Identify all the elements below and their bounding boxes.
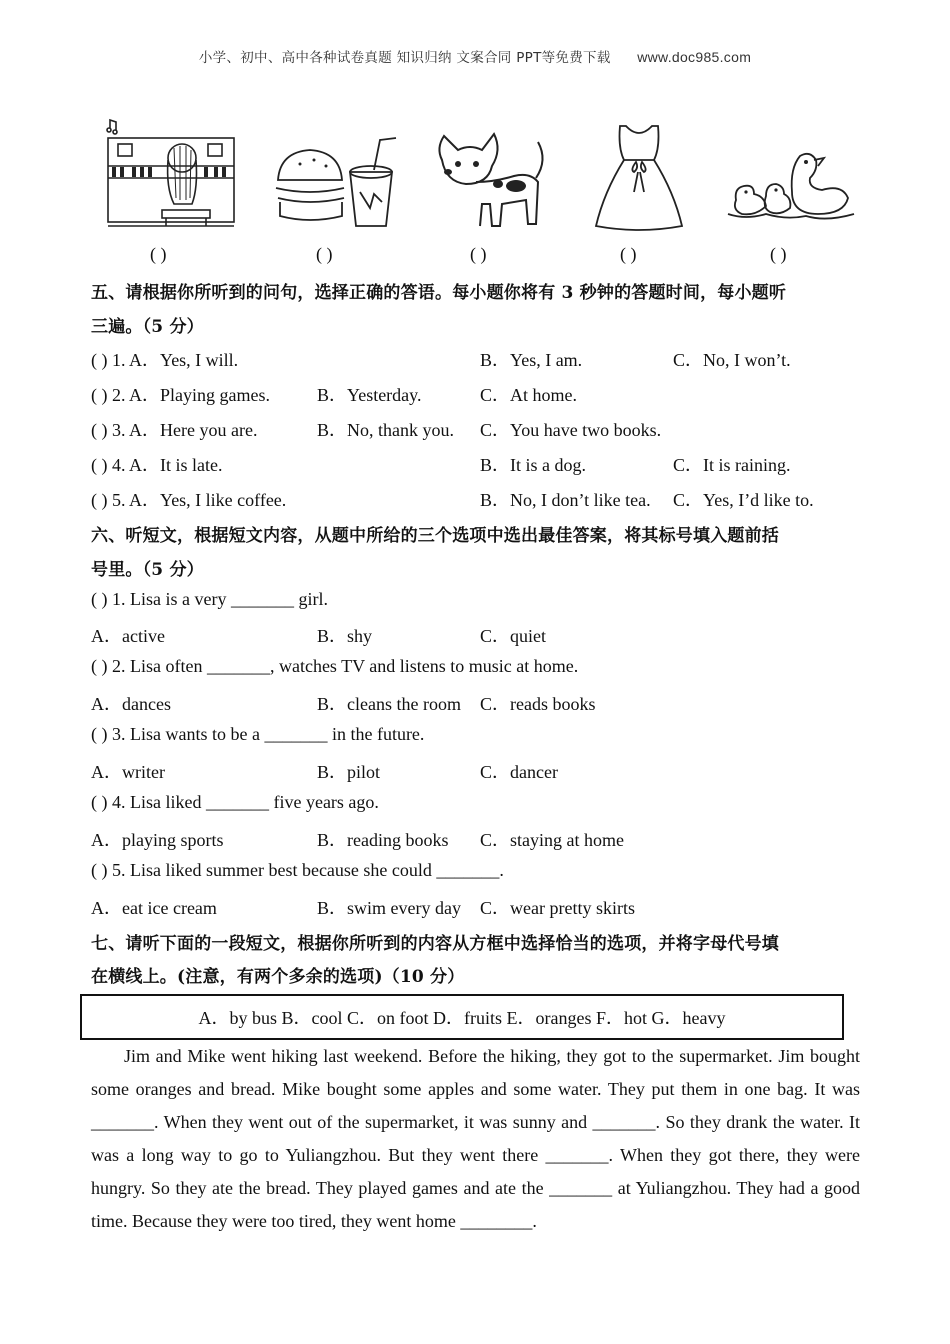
question-stem: ( ) 5. Lisa liked summer best because she could _______. (91, 860, 504, 880)
option-b: B．cleans the room (317, 694, 461, 714)
option-a: A．writer (91, 762, 165, 782)
section5-title: 五、请根据你所听到的问句，选择正确的答语。每小题你将有 3 秒钟的答题时间，每小题听 (91, 283, 787, 303)
answer-blank[interactable]: ( ) (150, 244, 167, 264)
question-stem: ( ) 2. Lisa often _______, watches TV and listens to music at home. (91, 656, 579, 676)
option-a: A．eat ice cream (91, 898, 217, 918)
section5-title-cont: 三遍。（5 分） (91, 317, 204, 337)
option-b: B．reading books (317, 830, 449, 850)
word-box-options: A．by bus B．cool C．on foot D．fruits E．oranges F．hot G．heavy (198, 1008, 726, 1028)
option-a: A．active (91, 626, 165, 646)
answer-blank[interactable]: ( ) (316, 244, 333, 264)
option-b: B．swim every day (317, 898, 461, 918)
section6-title: 六、听短文，根据短文内容，从题中所给的三个选项中选出最佳答案，将其标号填入题前括 (91, 526, 779, 546)
ducks-icon (726, 148, 856, 224)
question-stem: ( ) 3. Lisa wants to be a _______ in the future. (91, 724, 425, 744)
dress-icon (590, 122, 688, 234)
question-option-a: ( ) 3. A．Here you are. (91, 420, 258, 440)
answer-blank[interactable]: ( ) (620, 244, 637, 264)
option-b: B．shy (317, 626, 373, 646)
option-a: A．dances (91, 694, 171, 714)
option-b: B．No, I don’t like tea. (480, 490, 651, 510)
question-option-a: ( ) 5. A．Yes, I like coffee. (91, 490, 287, 510)
option-c: C．At home. (480, 385, 577, 405)
picture-answer-row (90, 244, 860, 266)
section7-title: 七、请听下面的一段短文，根据你所听到的内容从方框中选择恰当的选项，并将字母代号填 (91, 934, 779, 954)
question-stem: ( ) 4. Lisa liked _______ five years ago. (91, 792, 379, 812)
option-b: B．It is a dog. (480, 455, 586, 475)
option-c: C．You have two books. (480, 420, 662, 440)
question-option-a: ( ) 1. A．Yes, I will. (91, 350, 239, 370)
option-b: B．No, thank you. (317, 420, 454, 440)
option-c: C．It is raining. (673, 455, 791, 475)
option-b: B．Yesterday. (317, 385, 422, 405)
option-c: C．reads books (480, 694, 596, 714)
option-c: C．Yes, I’d like to. (673, 490, 814, 510)
picture-row (90, 118, 860, 238)
section7-title-cont: 在横线上。(注意，有两个多余的选项)（10 分） (91, 967, 465, 987)
answer-blank[interactable]: ( ) (770, 244, 787, 264)
question-option-a: ( ) 4. A．It is late. (91, 455, 223, 475)
header-url[interactable]: www.doc985.com (637, 49, 752, 65)
passage-text: Jim and Mike went hiking last weekend. Before the hiking, they got to the supermarket. Jim bought some oranges and bread. Mike bought some apples and some water. They put them in one bag. It was _______. When they went out of the supermarket, it was sunny and _______. So they drank the water. It was a long way to go to Yuliangzhou. But they went there _______. When they got there, they were hungry. So they ate the bread. They played games and ate the _______ at Yuliangzhou. They had a good time. Because they were too tired, they went home ________. (91, 1046, 860, 1231)
section6-title-cont: 号里。（5 分） (91, 560, 204, 580)
question-option-a: ( ) 2. A．Playing games. (91, 385, 270, 405)
option-b: B．pilot (317, 762, 381, 782)
option-a: A．playing sports (91, 830, 224, 850)
option-c: C．staying at home (480, 830, 624, 850)
question-stem: ( ) 1. Lisa is a very _______ girl. (91, 589, 328, 609)
page-header (0, 46, 950, 66)
option-b: B．Yes, I am. (480, 350, 583, 370)
option-c: C．wear pretty skirts (480, 898, 635, 918)
answer-blank[interactable]: ( ) (470, 244, 487, 264)
header-text: 小学、初中、高中各种试卷真题 知识归纳 文案合同 PPT等免费下载 (198, 50, 611, 66)
option-c: C．quiet (480, 626, 546, 646)
dog-icon (430, 120, 554, 232)
option-c: C．No, I won’t. (673, 350, 791, 370)
burger-drink-icon (270, 136, 400, 232)
option-c: C．dancer (480, 762, 558, 782)
piano-girl-icon (104, 118, 240, 230)
